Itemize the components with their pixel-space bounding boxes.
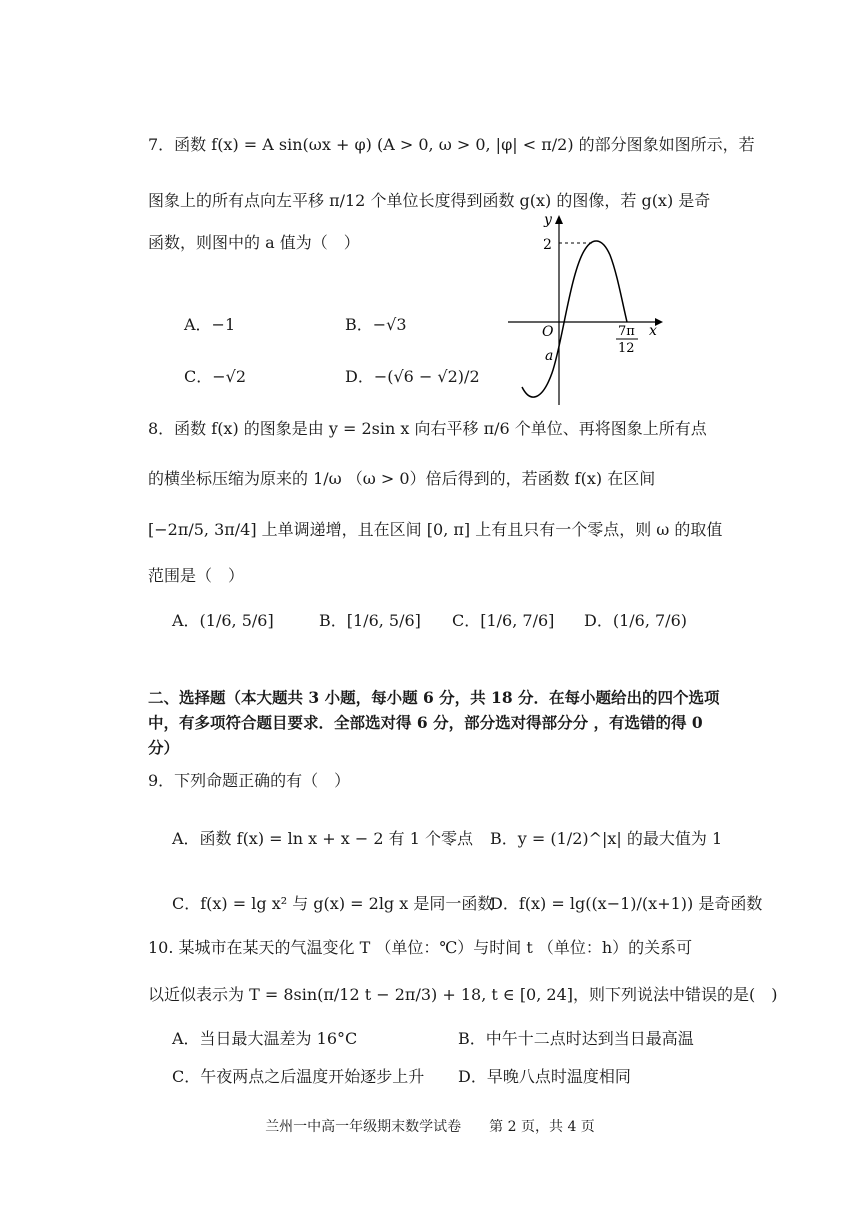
q8-line-4: 范围是（ ） <box>148 566 245 585</box>
page-footer: 兰州一中高一年级期末数学试卷 第 2 页，共 4 页 <box>265 1119 595 1135</box>
q7-line-3: 函数，则图中的 a 值为（ ） <box>148 233 360 252</box>
q7-line-1: 7．函数 f(x) = A sin(ωx + φ) (A > 0, ω > 0, |φ| < π/2) 的部分图象如图所示，若 <box>148 135 755 154</box>
q9-option-b[interactable]: B．y = (1/2)^|x| 的最大值为 1 <box>490 829 723 848</box>
q9-option-d[interactable]: D．f(x) = lg((x−1)/(x+1)) 是奇函数 <box>490 894 763 913</box>
x-axis-label: x <box>649 323 657 339</box>
q8-option-b[interactable]: B．[1/6, 5/6] <box>319 611 421 630</box>
origin-label: O <box>542 324 554 340</box>
y-axis-arrow <box>555 215 563 224</box>
q10-line-2: 以近似表示为 T = 8sin(π/12 t − 2π/3) + 18, t ∈ [0, 24]，则下列说法中错误的是( ) <box>148 985 778 1004</box>
q8-line-2: 的横坐标压缩为原来的 1/ω （ω > 0）倍后得到的，若函数 f(x) 在区间 <box>148 469 656 488</box>
intercept-label: a <box>545 348 554 364</box>
q10-option-a[interactable]: A．当日最大温差为 16°C <box>172 1029 358 1048</box>
q10-option-b[interactable]: B．中午十二点时达到当日最高温 <box>458 1029 694 1048</box>
q9-stem: 9．下列命题正确的有（ ） <box>148 771 351 790</box>
q7-line-2: 图象上的所有点向左平移 π/12 个单位长度得到函数 g(x) 的图像，若 g(x) 是奇 <box>148 191 711 210</box>
q8-line-3: [−2π/5, 3π/4] 上单调递增，且在区间 [0, π] 上有且只有一个零点，则 ω 的取值 <box>148 520 723 539</box>
section-2-heading: 二、选择题（本大题共 3 小题，每小题 6 分，共 18 分．在每小题给出的四个选项中，有多项符合题目要求．全部选对得 6 分，部分选对得部分分 ，有选错的得 0 分） <box>148 688 720 757</box>
q9-option-c[interactable]: C．f(x) = lg x² 与 g(x) = 2lg x 是同一函数 <box>172 894 494 913</box>
q9-option-a[interactable]: A．函数 f(x) = ln x + x − 2 有 1 个零点 <box>172 829 473 848</box>
x-zero-label-num: 7π <box>618 324 635 339</box>
y-axis-label: y <box>544 212 552 228</box>
q8-option-d[interactable]: D．(1/6, 7/6) <box>584 611 687 630</box>
q7-option-c[interactable]: C．−√2 <box>184 367 247 386</box>
q8-line-1: 8．函数 f(x) 的图象是由 y = 2sin x 向右平移 π/6 个单位、再将图象上所有点 <box>148 419 707 438</box>
q7-option-d[interactable]: D．−(√6 − √2)/2 <box>345 367 480 386</box>
sine-curve <box>522 241 627 397</box>
q10-option-d[interactable]: D．早晚八点时温度相同 <box>458 1067 631 1086</box>
q10-line-1: 10. 某城市在某天的气温变化 T （单位：℃）与时间 t （单位：h）的关系可 <box>148 938 693 957</box>
q10-option-c[interactable]: C．午夜两点之后温度开始逐步上升 <box>172 1067 425 1086</box>
q7-option-b[interactable]: B．−√3 <box>345 315 407 334</box>
y-max-label: 2 <box>543 237 552 253</box>
q7-sine-graph <box>500 205 680 410</box>
q8-option-a[interactable]: A．(1/6, 5/6] <box>172 611 274 630</box>
x-zero-label-den: 12 <box>618 341 635 356</box>
q7-option-a[interactable]: A．−1 <box>184 315 236 334</box>
q8-option-c[interactable]: C．[1/6, 7/6] <box>452 611 555 630</box>
